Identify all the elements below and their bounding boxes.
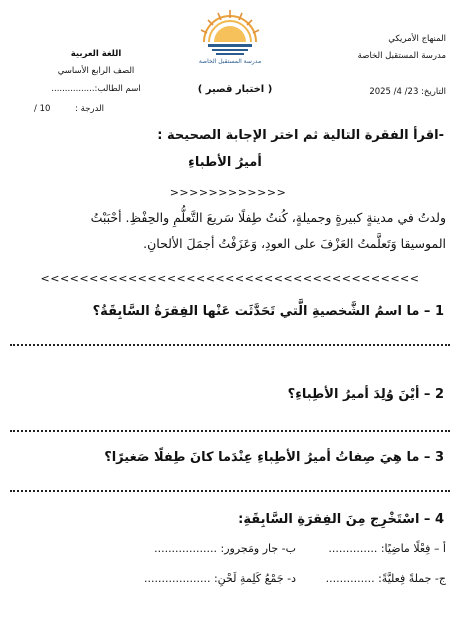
passage-line-1: ولدتُ في مدينةٍ كبيرةٍ وجميلةٍ، كُنتُ طِفلًا سَريعَ التَّعلُّمِ والحِفْظِ. أحْبَبْتُ: [90, 210, 446, 225]
curriculum-label: المنهاج الأمريكي: [388, 34, 446, 44]
sub-item-a: أ – فِعْلًا ماضِيًا: ..............: [328, 542, 446, 555]
question-2: 2 – أيْنَ وُلِدَ أميرُ الأطِباءِ؟: [287, 387, 444, 402]
sub-item-c: ج- جملةً فِعليَّةً: ..............: [325, 572, 446, 585]
instruction-text: -اقرأ الفقرة التالية ثم اختر الإجابة الصحيحة :: [157, 128, 444, 143]
answer-line-2[interactable]: [10, 430, 450, 432]
school-logo: [182, 6, 278, 70]
logo-caption: مدرسة المستقبل الخاصة: [198, 58, 262, 65]
sub-item-d: د- جَمْعُ كَلِمةِ لَحْنِ: ...................: [144, 572, 296, 585]
grade-value: / 10: [34, 104, 51, 114]
subject-label: اللغة العربية: [70, 49, 122, 59]
arrow-divider-long: <<<<<<<<<<<<<<<<<<<<<<<<<<<<<<<<<<<<<<<: [40, 272, 420, 285]
question-1: 1 – ما اسمُ الشَّخصيةِ الَّتي تَحَدَّثَت عَنْها الفِقرَةُ السَّابِقَةُ؟: [92, 304, 444, 319]
grade-box: [24, 102, 108, 120]
date-label: التاريخ: 23/ 4/ 2025: [369, 87, 446, 97]
sub-item-b: ب- جار ومَجرور: ..................: [154, 542, 296, 555]
grade-level-label: الصف الرابع الأساسي: [57, 66, 135, 76]
arrow-divider-short: >>>>>>>>>>>>: [169, 186, 287, 199]
quiz-title: ( اختبار قصير ): [197, 84, 273, 95]
grade-label: الدرجة :: [75, 104, 104, 114]
question-3: 3 – ما هِيَ صِفاتُ أميرُ الأطِباءِ عِنْدَما كانَ طِفلًا صَغيرًا؟: [104, 450, 444, 465]
school-name: مدرسة المستقبل الخاصة: [357, 51, 446, 61]
question-4: 4 – اسْتَخْرِج مِنَ الفِقرَةِ السَّابِقَةِ:: [238, 512, 444, 527]
answer-line-3[interactable]: [10, 490, 450, 492]
answer-line-1[interactable]: [10, 344, 450, 346]
student-name-field: اسم الطالب:................: [51, 84, 141, 94]
passage-line-2: الموسيقا وَتَعلَّمتُ العَزْفَ على العودِ، وَعَزَفْتُ أجمَلَ الألحانِ.: [143, 236, 446, 251]
passage-title: أميرُ الأطباءِ: [188, 155, 262, 170]
